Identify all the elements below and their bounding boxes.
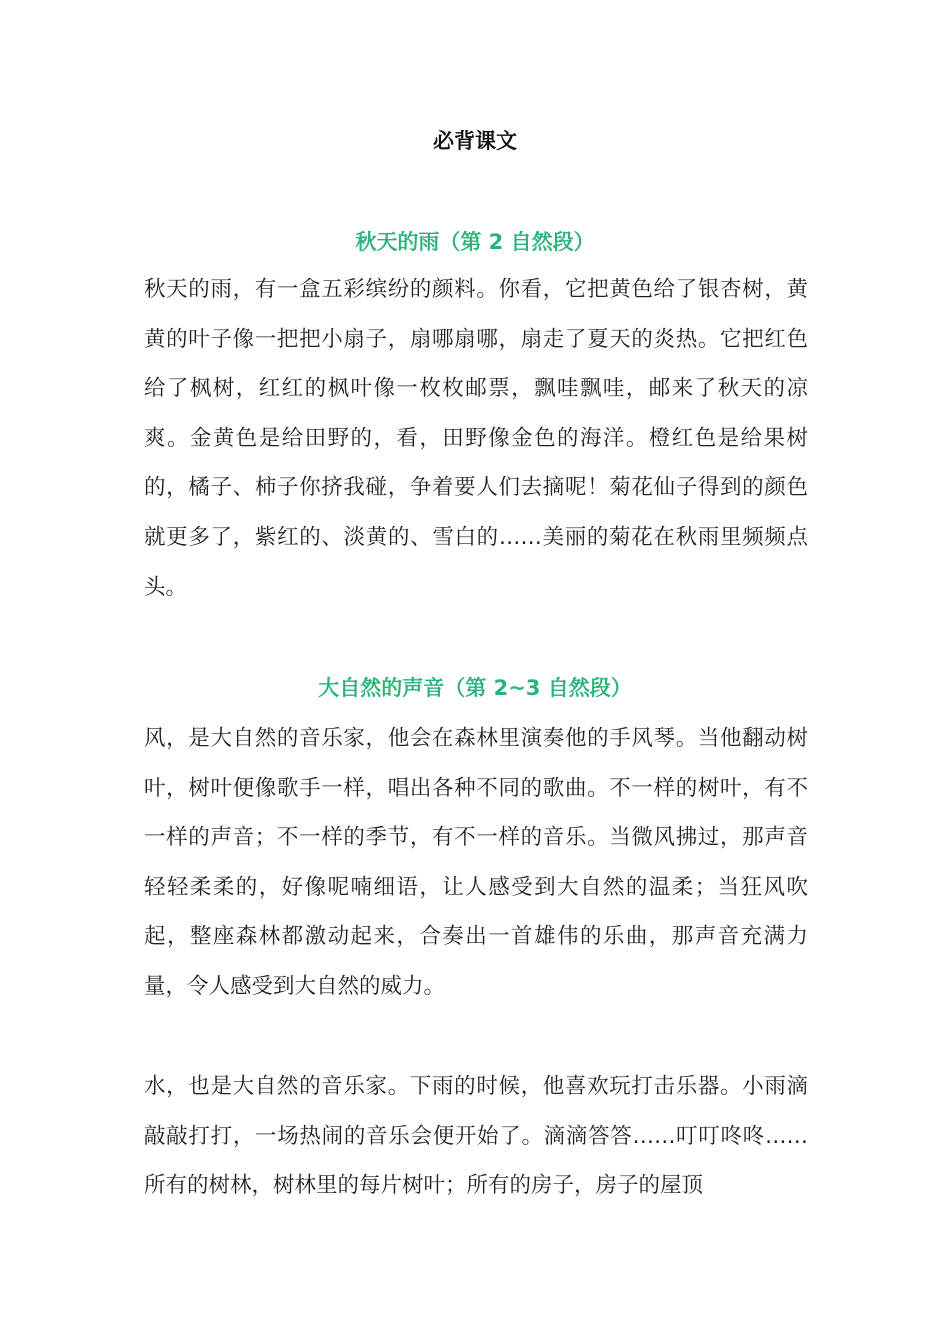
paragraph-wind: 风，是大自然的音乐家，他会在森林里演奏他的手风琴。当他翻动树叶，树叶便像歌手一样，唱出各种不同的歌曲。不一样的树叶，有不一样的声音；不一样的季节，有不一样的音乐。当微风拂过，那声音轻轻柔柔的，好像呢喃细语，让人感受到大自然的温柔；当狂风吹起，整座森林都激动起来，合奏出一首雄伟的乐曲，那声音充满力量，令人感受到大自然的威力。	[144, 726, 808, 999]
paragraph-water: 水，也是大自然的音乐家。下雨的时候，他喜欢玩打击乐器。小雨滴敲敲打打，一场热闹的音乐会便开始了。滴滴答答……叮叮咚咚……所有的树林，树林里的每片树叶；所有的房子，房子的屋顶	[144, 1074, 808, 1199]
section-heading-nature-sounds: 大自然的声音（第 2~3 自然段）	[318, 676, 632, 700]
document-title: 必背课文	[433, 129, 517, 153]
paragraph-autumn-rain: 秋天的雨，有一盒五彩缤纷的颜料。你看，它把黄色给了银杏树，黄黄的叶子像一把把小扇子，扇哪扇哪，扇走了夏天的炎热。它把红色给了枫树，红红的枫叶像一枚枚邮票，飘哇飘哇，邮来了秋天的凉爽。金黄色是给田野的，看，田野像金色的海洋。橙红色是给果树的，橘子、柿子你挤我碰，争着要人们去摘呢！菊花仙子得到的颜色就更多了，紫红的、淡黄的、雪白的……美丽的菊花在秋雨里频频点头。	[144, 277, 808, 600]
section-heading-autumn-rain: 秋天的雨（第 2 自然段）	[355, 230, 595, 254]
